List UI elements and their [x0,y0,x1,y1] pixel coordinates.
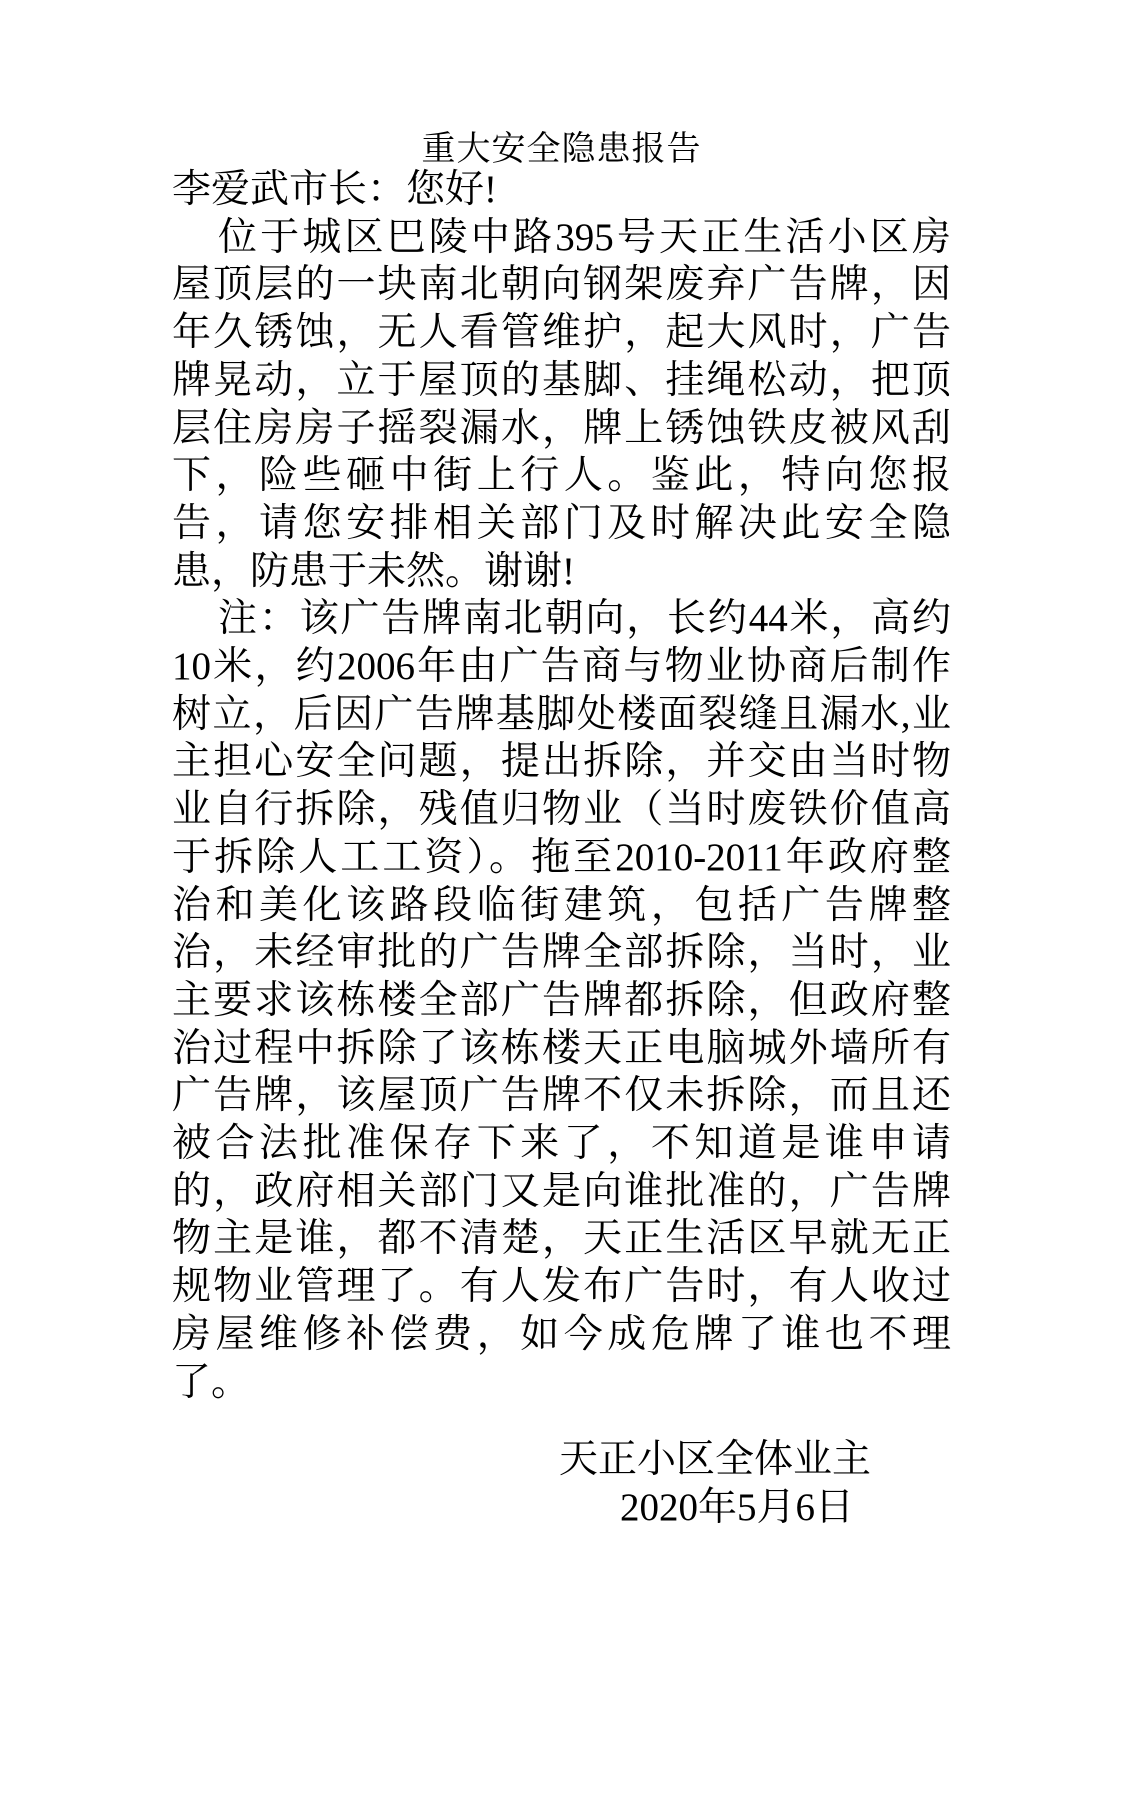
salutation-line: 李爱武市长：您好! [172,168,497,211]
body-line: 了。 [172,1360,251,1404]
signature-line: 天正小区全体业主 [558,1438,871,1482]
body-line: 年久锈蚀，无人看管维护，起大风时，广告 [172,311,951,355]
letter-body [172,133,951,1532]
body-line: 下，险些砸中街上行人。鉴此，特向您报 [172,454,951,498]
body-line: 规物业管理了。有人发布广告时，有人收过 [172,1265,951,1309]
body-line: 广告牌，该屋顶广告牌不仅未拆除，而且还 [172,1074,951,1118]
body-line: 于拆除人工工资）。拖至2010-2011年政府整 [172,835,951,879]
body-line: 牌晃动，立于屋顶的基脚、挂绳松动，把顶 [172,358,951,402]
body-line: 患，防患于未然。谢谢! [172,549,575,593]
body-line: 告，请您安排相关部门及时解决此安全隐 [172,501,951,545]
body-line: 位于城区巴陵中路395号天正生活小区房 [218,215,951,259]
paragraph-1 [172,214,951,596]
body-line: 注：该广告牌南北朝向，长约44米，高约 [218,597,951,641]
body-line: 树立，后因广告牌基脚处楼面裂缝且漏水,业 [172,692,951,736]
date-line: 2020年5月6日 [619,1485,854,1529]
body-line: 10米，约2006年由广告商与物业协商后制作 [172,645,951,689]
body-line: 治过程中拆除了该栋楼天正电脑城外墙所有 [172,1026,951,1070]
page-title: 重大安全隐患报告 [421,131,702,168]
body-line: 治，未经审批的广告牌全部拆除，当时，业 [172,931,951,975]
paragraph-2-note [172,595,951,1406]
body-line: 物主是谁，都不清楚，天正生活区早就无正 [172,1217,951,1261]
body-line: 的，政府相关部门又是向谁批准的，广告牌 [172,1169,951,1213]
body-line: 治和美化该路段临街建筑，包括广告牌整 [172,883,951,927]
body-line: 层住房房子摇裂漏水，牌上锈蚀铁皮被风刮 [172,406,951,450]
body-line: 业自行拆除，残值归物业（当时废铁价值高 [172,788,951,832]
body-line: 屋顶层的一块南北朝向钢架废弃广告牌，因 [172,263,951,307]
body-line: 主担心安全问题，提出拆除，并交由当时物 [172,740,951,784]
body-line: 房屋维修补偿费，如今成危牌了谁也不理 [172,1312,951,1356]
body-line: 被合法批准保存下来了，不知道是谁申请 [172,1122,951,1166]
signature-block [172,1436,951,1531]
body-line: 主要求该栋楼全部广告牌都拆除，但政府整 [172,978,951,1022]
